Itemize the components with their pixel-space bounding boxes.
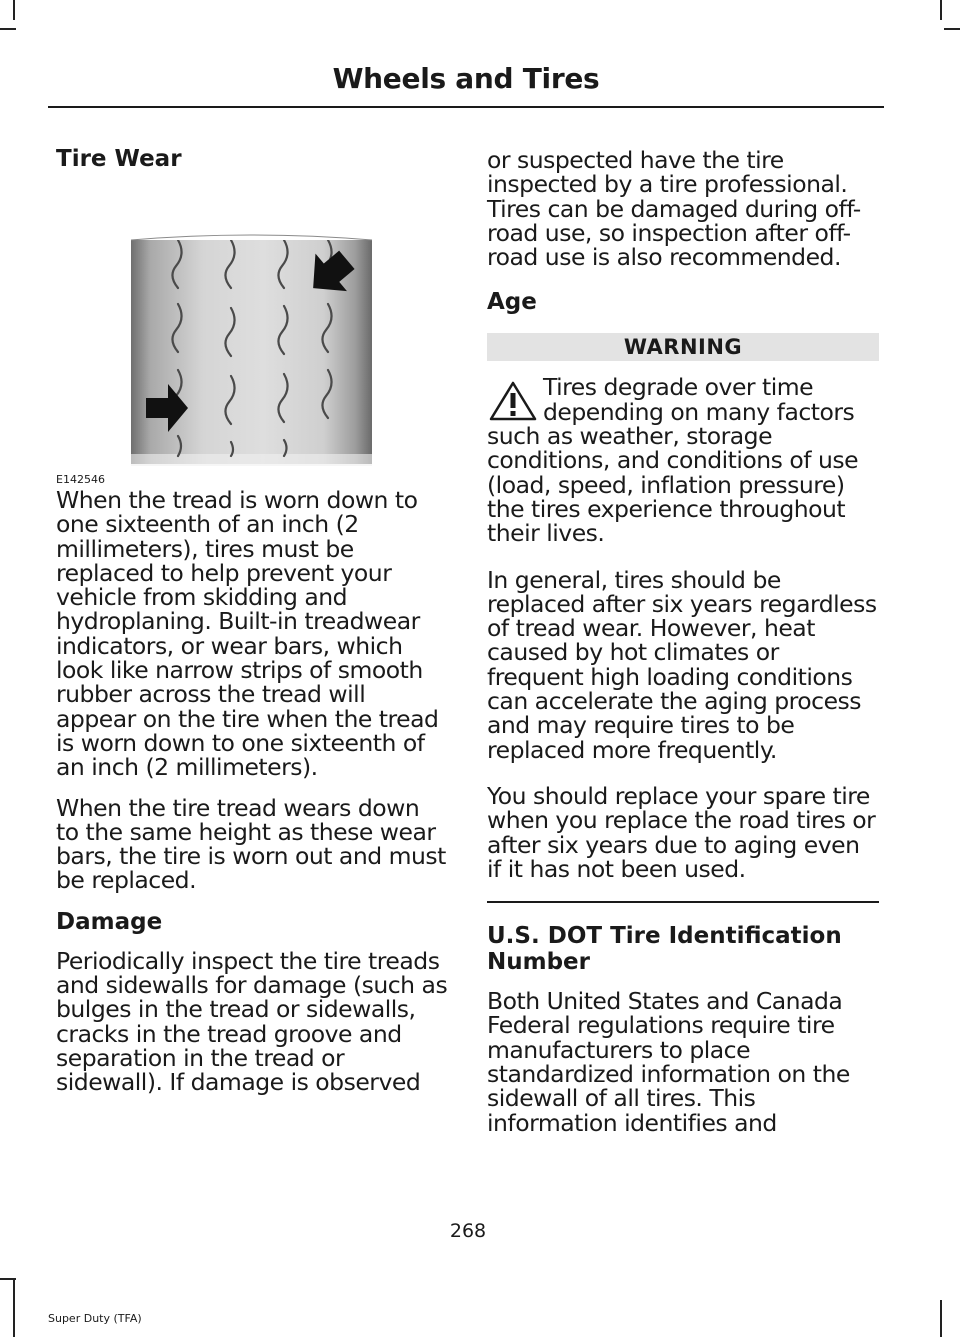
warning-text: Tires degrade over time depending on many factors such as weather, storage conditions, and conditions of use (load, speed, inflation pressure) the tires experience throughout their lives.: [487, 373, 859, 548]
tire-wear-paragraph-2: When the tire tread wears down to the same height as these wear bars, the tire is worn out and must be replaced.: [56, 793, 446, 895]
warning-triangle-icon: [487, 379, 539, 423]
crop-mark: [940, 1300, 942, 1337]
warning-label: WARNING: [487, 333, 879, 361]
dot-heading: U.S. DOT Tire Identification Number: [487, 923, 842, 976]
crop-mark: [940, 0, 942, 20]
damage-heading: Damage: [56, 908, 163, 935]
left-column: [56, 146, 448, 1095]
footer-model: Super Duty (TFA): [48, 1312, 142, 1325]
age-paragraph-1: In general, tires should be replaced after six years regardless of tread wear. However, heat caused by hot climates or frequent high loading conditions can accelerate the aging process and may require tires to be replaced more frequently.: [487, 565, 877, 764]
age-paragraph-2: You should replace your spare tire when you replace the road tires or after six years due to aging even if it has not been used.: [487, 781, 876, 883]
age-heading: Age: [487, 289, 537, 316]
tire-wear-heading: Tire Wear: [56, 146, 182, 172]
section-divider: [487, 901, 879, 903]
header-rule: [48, 106, 884, 108]
dot-paragraph: Both United States and Canada Federal regulations require tire manufacturers to place standardized information on the sidewall of all tires. This information identifies and: [487, 987, 850, 1137]
right-column: [487, 148, 879, 1135]
warning-block: [487, 373, 879, 548]
crop-mark: [944, 28, 960, 30]
tire-tread-figure: [56, 184, 446, 488]
crop-mark: [0, 1278, 16, 1280]
crop-mark: [13, 1280, 15, 1337]
crop-mark: [13, 0, 15, 20]
tire-tread-illustration: [56, 184, 446, 474]
tire-wear-paragraph-1: When the tread is worn down to one sixteenth of an inch (2 millimeters), tires must be replaced to help prevent your vehicle from skidding and hydroplaning. Built-in treadwear indicators, or wear bars, which look like narrow strips of smooth rubber across the tread will appear on the tire when the tread is worn down to one sixteenth of an inch (2 millimeters).: [56, 486, 439, 782]
page-header-title: Wheels and Tires: [332, 62, 600, 95]
crop-mark: [0, 28, 16, 30]
page-number: 268: [449, 1220, 487, 1242]
figure-code: E142546: [56, 473, 105, 486]
damage-paragraph: Periodically inspect the tire treads and sidewalls for damage (such as bulges in the tread or sidewalls, cracks in the tread groove and separation in the tread or sidewall). If damage is observed: [56, 946, 448, 1097]
damage-continued-paragraph: or suspected have the tire inspected by a tire professional. Tires can be damaged during off-road use, so inspection after off-road use is also recommended.: [487, 146, 861, 272]
